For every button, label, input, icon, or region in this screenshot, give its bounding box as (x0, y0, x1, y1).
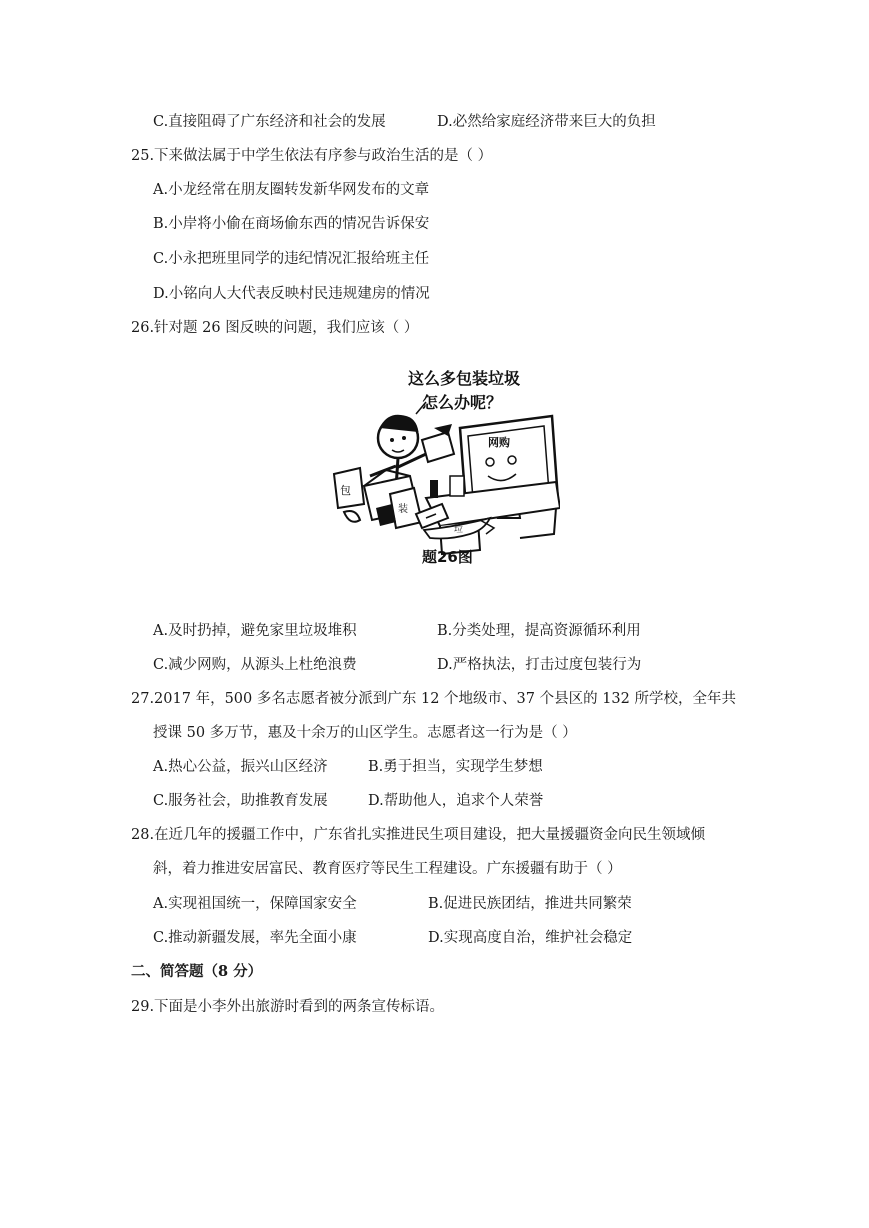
speech-line-1: 这么多包装垃圾 (408, 369, 521, 388)
person-icon (370, 402, 454, 488)
q26-stem: 26.针对题 26 图反映的问题，我们应该（ ） (131, 320, 419, 336)
box-label-1: 包 (340, 484, 351, 497)
q27-option-a: A.热心公益，振兴山区经济 (153, 759, 328, 775)
q25-option-a: A.小龙经常在朋友圈转发新华网发布的文章 (153, 182, 430, 198)
q25-option-b: B.小岸将小偷在商场偷东西的情况告诉保安 (153, 216, 430, 232)
box-label-2: 装 (398, 504, 408, 515)
q28-option-d: D.实现高度自治，维护社会稳定 (428, 930, 633, 946)
q25-option-d: D.小铭向人大代表反映村民违规建房的情况 (153, 286, 430, 302)
q26-option-d: D.严格执法，打击过度包装行为 (437, 657, 642, 673)
q27-stem-line-1: 27.2017 年，500 多名志愿者被分派到广东 12 个地级市、37 个县区的 132 所学校，全年共 (131, 691, 736, 707)
q28-option-a: A.实现祖国统一，保障国家安全 (153, 896, 357, 912)
q27-option-c: C.服务社会，助推教育发展 (153, 793, 328, 809)
q28-option-c: C.推动新疆发展，率先全面小康 (153, 930, 357, 946)
q28-option-b: B.促进民族团结，推进共同繁荣 (428, 896, 632, 912)
q26-option-a: A.及时扔掉，避免家里垃圾堆积 (153, 623, 357, 639)
section2-heading: 二、简答题（8 分） (131, 963, 263, 980)
screen-text: 网购 (488, 436, 510, 449)
q24-option-d: D.必然给家庭经济带来巨大的负担 (437, 114, 656, 130)
q27-stem-line-2: 授课 50 多万节，惠及十余万的山区学生。志愿者这一行为是（ ） (153, 725, 577, 741)
figure-caption: 题26图 (422, 548, 473, 566)
q26-option-b: B.分类处理，提高资源循环利用 (437, 623, 641, 639)
q29-stem: 29.下面是小李外出旅游时看到的两条宣传标语。 (131, 999, 445, 1015)
box-label-3: 垃 (454, 525, 464, 535)
q26-figure (330, 358, 560, 570)
q28-stem-line-2: 斜，着力推进安居富民、教育医疗等民生工程建设。广东援疆有助于（ ） (153, 861, 622, 877)
q24-option-c: C.直接阻碍了广东经济和社会的发展 (153, 114, 386, 130)
q26-option-c: C.减少网购，从源头上杜绝浪费 (153, 657, 357, 673)
q27-option-d: D.帮助他人，追求个人荣誉 (368, 793, 544, 809)
q25-option-c: C.小永把班里同学的违纪情况汇报给班主任 (153, 251, 430, 267)
speech-line-2: 怎么办呢？ (422, 393, 503, 412)
q27-option-b: B.勇于担当，实现学生梦想 (368, 759, 543, 775)
q28-stem-line-1: 28.在近几年的援疆工作中，广东省扎实推进民生项目建设，把大量援疆资金向民生领域倾 (131, 827, 706, 843)
q25-stem: 25.下来做法属于中学生依法有序参与政治生活的是（ ） (131, 148, 493, 164)
